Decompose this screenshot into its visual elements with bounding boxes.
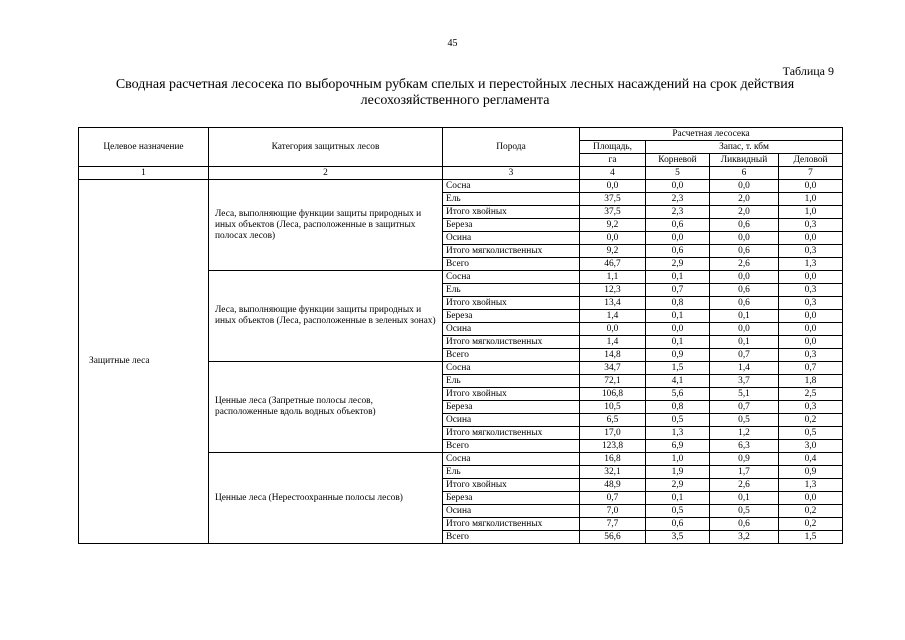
business-cell: 1,0 — [779, 206, 843, 219]
root-cell: 0,5 — [646, 505, 710, 518]
root-cell: 0,5 — [646, 414, 710, 427]
liquid-cell: 0,0 — [710, 232, 779, 245]
area-cell: 14,8 — [580, 349, 646, 362]
header-area-line2: га — [580, 154, 646, 167]
area-cell: 123,8 — [580, 440, 646, 453]
area-cell: 16,8 — [580, 453, 646, 466]
business-cell: 0,9 — [779, 466, 843, 479]
species-cell: Итого мягколиственных — [443, 245, 580, 258]
root-cell: 2,3 — [646, 206, 710, 219]
root-cell: 0,1 — [646, 310, 710, 323]
liquid-cell: 0,6 — [710, 245, 779, 258]
area-cell: 56,6 — [580, 531, 646, 544]
business-cell: 0,0 — [779, 232, 843, 245]
root-cell: 0,6 — [646, 518, 710, 531]
business-cell: 2,5 — [779, 388, 843, 401]
area-cell: 0,0 — [580, 180, 646, 193]
liquid-cell: 2,0 — [710, 206, 779, 219]
liquid-cell: 0,6 — [710, 518, 779, 531]
liquid-cell: 0,0 — [710, 271, 779, 284]
header-category: Категория защитных лесов — [209, 128, 443, 167]
root-cell: 0,0 — [646, 232, 710, 245]
area-cell: 34,7 — [580, 362, 646, 375]
header-stock: Запас, т. кбм — [646, 141, 843, 154]
root-cell: 0,1 — [646, 492, 710, 505]
liquid-cell: 0,6 — [710, 284, 779, 297]
liquid-cell: 0,7 — [710, 401, 779, 414]
business-cell: 0,3 — [779, 245, 843, 258]
column-number: 1 — [79, 167, 209, 180]
species-cell: Итого мягколиственных — [443, 427, 580, 440]
liquid-cell: 0,7 — [710, 349, 779, 362]
species-cell: Итого хвойных — [443, 479, 580, 492]
header-area-line1: Площадь, — [580, 141, 646, 154]
business-cell: 0,0 — [779, 180, 843, 193]
liquid-cell: 0,1 — [710, 310, 779, 323]
title-line-2: лесохозяйственного регламента — [360, 93, 550, 108]
species-cell: Сосна — [443, 180, 580, 193]
liquid-cell: 3,7 — [710, 375, 779, 388]
business-cell: 0,7 — [779, 362, 843, 375]
header-purpose: Целевое назначение — [79, 128, 209, 167]
species-cell: Всего — [443, 258, 580, 271]
species-cell: Итого мягколиственных — [443, 336, 580, 349]
root-cell: 0,6 — [646, 245, 710, 258]
purpose-cell: Защитные леса — [79, 180, 209, 544]
area-cell: 17,0 — [580, 427, 646, 440]
area-cell: 48,9 — [580, 479, 646, 492]
liquid-cell: 0,0 — [710, 180, 779, 193]
column-number: 7 — [779, 167, 843, 180]
root-cell: 0,0 — [646, 323, 710, 336]
root-cell: 1,0 — [646, 453, 710, 466]
root-cell: 0,0 — [646, 180, 710, 193]
area-cell: 32,1 — [580, 466, 646, 479]
business-cell: 1,3 — [779, 258, 843, 271]
category-cell: Ценные леса (Нерестоохранные полосы лесов) — [209, 453, 443, 544]
species-cell: Сосна — [443, 271, 580, 284]
species-cell: Ель — [443, 466, 580, 479]
root-cell: 0,1 — [646, 336, 710, 349]
species-cell: Всего — [443, 531, 580, 544]
liquid-cell: 0,5 — [710, 414, 779, 427]
species-cell: Ель — [443, 284, 580, 297]
calc-cut-table — [78, 127, 843, 544]
header-calc-cut: Расчетная лесосека — [580, 128, 843, 141]
area-cell: 10,5 — [580, 401, 646, 414]
category-cell: Леса, выполняющие функции защиты природных и иных объектов (Леса, расположенные в зеленых зонах) — [209, 271, 443, 362]
header-root: Корневой — [646, 154, 710, 167]
area-cell: 1,4 — [580, 336, 646, 349]
header-liquid: Ликвидный — [710, 154, 779, 167]
area-cell: 6,5 — [580, 414, 646, 427]
column-number: 4 — [580, 167, 646, 180]
area-cell: 37,5 — [580, 206, 646, 219]
business-cell: 0,0 — [779, 336, 843, 349]
root-cell: 1,3 — [646, 427, 710, 440]
liquid-cell: 0,9 — [710, 453, 779, 466]
business-cell: 0,4 — [779, 453, 843, 466]
business-cell: 1,3 — [779, 479, 843, 492]
business-cell: 0,0 — [779, 323, 843, 336]
business-cell: 1,8 — [779, 375, 843, 388]
root-cell: 0,1 — [646, 271, 710, 284]
business-cell: 0,2 — [779, 518, 843, 531]
header-business: Деловой — [779, 154, 843, 167]
business-cell: 0,3 — [779, 297, 843, 310]
table-row — [79, 180, 843, 193]
page-number: 45 — [447, 38, 458, 49]
category-cell: Ценные леса (Запретные полосы лесов, расположенные вдоль водных объектов) — [209, 362, 443, 453]
area-cell: 9,2 — [580, 219, 646, 232]
liquid-cell: 0,1 — [710, 336, 779, 349]
business-cell: 0,0 — [779, 492, 843, 505]
root-cell: 0,6 — [646, 219, 710, 232]
species-cell: Ель — [443, 193, 580, 206]
area-cell: 0,0 — [580, 323, 646, 336]
area-cell: 9,2 — [580, 245, 646, 258]
root-cell: 1,5 — [646, 362, 710, 375]
business-cell: 0,3 — [779, 219, 843, 232]
liquid-cell: 0,1 — [710, 492, 779, 505]
liquid-cell: 1,7 — [710, 466, 779, 479]
liquid-cell: 3,2 — [710, 531, 779, 544]
species-cell: Береза — [443, 401, 580, 414]
area-cell: 1,4 — [580, 310, 646, 323]
species-cell: Сосна — [443, 362, 580, 375]
species-cell: Всего — [443, 349, 580, 362]
root-cell: 0,8 — [646, 297, 710, 310]
column-number: 2 — [209, 167, 443, 180]
business-cell: 0,0 — [779, 271, 843, 284]
liquid-cell: 0,6 — [710, 219, 779, 232]
liquid-cell: 6,3 — [710, 440, 779, 453]
business-cell: 0,5 — [779, 427, 843, 440]
root-cell: 6,9 — [646, 440, 710, 453]
species-cell: Осина — [443, 414, 580, 427]
liquid-cell: 1,4 — [710, 362, 779, 375]
species-cell: Всего — [443, 440, 580, 453]
root-cell: 0,8 — [646, 401, 710, 414]
area-cell: 7,7 — [580, 518, 646, 531]
business-cell: 1,0 — [779, 193, 843, 206]
column-number: 3 — [443, 167, 580, 180]
root-cell: 4,1 — [646, 375, 710, 388]
business-cell: 3,0 — [779, 440, 843, 453]
species-cell: Осина — [443, 505, 580, 518]
business-cell: 0,2 — [779, 414, 843, 427]
species-cell: Береза — [443, 492, 580, 505]
species-cell: Ель — [443, 375, 580, 388]
business-cell: 0,0 — [779, 310, 843, 323]
area-cell: 13,4 — [580, 297, 646, 310]
root-cell: 2,9 — [646, 479, 710, 492]
species-cell: Береза — [443, 310, 580, 323]
liquid-cell: 5,1 — [710, 388, 779, 401]
species-cell: Осина — [443, 232, 580, 245]
table-label: Таблица 9 — [782, 64, 834, 78]
root-cell: 0,9 — [646, 349, 710, 362]
area-cell: 1,1 — [580, 271, 646, 284]
business-cell: 0,2 — [779, 505, 843, 518]
area-cell: 37,5 — [580, 193, 646, 206]
liquid-cell: 2,6 — [710, 479, 779, 492]
document-title — [78, 77, 832, 109]
business-cell: 0,3 — [779, 401, 843, 414]
business-cell: 0,3 — [779, 284, 843, 297]
column-number: 6 — [710, 167, 779, 180]
species-cell: Итого хвойных — [443, 297, 580, 310]
species-cell: Береза — [443, 219, 580, 232]
liquid-cell: 0,5 — [710, 505, 779, 518]
root-cell: 5,6 — [646, 388, 710, 401]
area-cell: 12,3 — [580, 284, 646, 297]
species-cell: Итого хвойных — [443, 388, 580, 401]
species-cell: Сосна — [443, 453, 580, 466]
area-cell: 106,8 — [580, 388, 646, 401]
area-cell: 0,0 — [580, 232, 646, 245]
species-cell: Осина — [443, 323, 580, 336]
area-cell: 7,0 — [580, 505, 646, 518]
liquid-cell: 2,0 — [710, 193, 779, 206]
liquid-cell: 0,6 — [710, 297, 779, 310]
root-cell: 2,3 — [646, 193, 710, 206]
liquid-cell: 2,6 — [710, 258, 779, 271]
liquid-cell: 1,2 — [710, 427, 779, 440]
column-number: 5 — [646, 167, 710, 180]
header-species: Порода — [443, 128, 580, 167]
area-cell: 0,7 — [580, 492, 646, 505]
liquid-cell: 0,0 — [710, 323, 779, 336]
root-cell: 2,9 — [646, 258, 710, 271]
species-cell: Итого мягколиственных — [443, 518, 580, 531]
root-cell: 3,5 — [646, 531, 710, 544]
business-cell: 0,3 — [779, 349, 843, 362]
root-cell: 1,9 — [646, 466, 710, 479]
root-cell: 0,7 — [646, 284, 710, 297]
species-cell: Итого хвойных — [443, 206, 580, 219]
area-cell: 72,1 — [580, 375, 646, 388]
area-cell: 46,7 — [580, 258, 646, 271]
business-cell: 1,5 — [779, 531, 843, 544]
category-cell: Леса, выполняющие функции защиты природных и иных объектов (Леса, расположенные в защитных полосах лесов) — [209, 180, 443, 271]
title-line-1: Сводная расчетная лесосека по выборочным рубкам спелых и перестойных лесных насаждений на срок действия — [115, 77, 795, 92]
